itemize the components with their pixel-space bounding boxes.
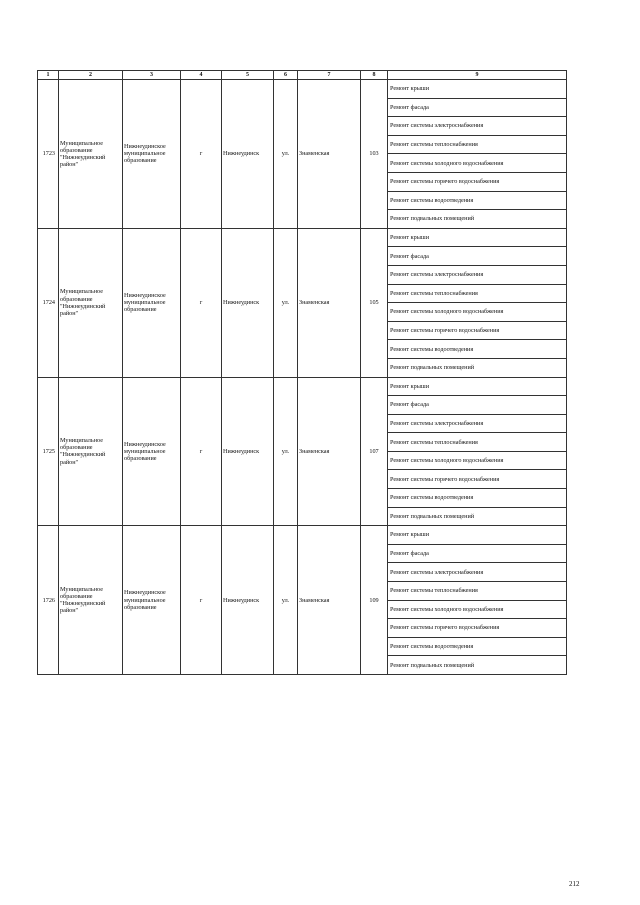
record-number: 1725 [38, 377, 59, 526]
column-header: 3 [123, 71, 181, 80]
repair-work-cell: Ремонт системы водоотведения [388, 489, 567, 508]
repair-work-cell: Ремонт фасада [388, 544, 567, 563]
repair-work-cell: Ремонт фасада [388, 396, 567, 415]
repair-work-cell: Ремонт системы теплоснабжения [388, 433, 567, 452]
street-cell: Знаменская [298, 228, 361, 377]
column-header: 1 [38, 71, 59, 80]
repair-work-cell: Ремонт системы горячего водоснабжения [388, 321, 567, 340]
record-number: 1726 [38, 526, 59, 675]
house-number-cell: 107 [361, 377, 388, 526]
repair-work-cell: Ремонт системы водоотведения [388, 191, 567, 210]
settlement-cell: Нижнеудинское муниципальное образование [123, 526, 181, 675]
settlement-cell: Нижнеудинское муниципальное образование [123, 377, 181, 526]
column-header: 5 [222, 71, 274, 80]
owner-cell: Муниципальное образование "Нижнеудинский район" [59, 80, 123, 229]
repair-work-cell: Ремонт системы холодного водоснабжения [388, 600, 567, 619]
street-cell: Знаменская [298, 80, 361, 229]
repair-work-cell: Ремонт фасада [388, 247, 567, 266]
repair-work-cell: Ремонт крыши [388, 377, 567, 396]
locality-cell: Нижнеудинск [222, 526, 274, 675]
owner-cell: Муниципальное образование "Нижнеудинский район" [59, 526, 123, 675]
repair-work-cell: Ремонт подвальных помещений [388, 358, 567, 377]
street-type-cell: ул. [274, 377, 298, 526]
locality-cell: Нижнеудинск [222, 228, 274, 377]
column-header: 7 [298, 71, 361, 80]
table-row [38, 526, 567, 545]
column-header: 9 [388, 71, 567, 80]
house-number-cell: 105 [361, 228, 388, 377]
owner-cell: Муниципальное образование "Нижнеудинский район" [59, 377, 123, 526]
repair-work-cell: Ремонт крыши [388, 526, 567, 545]
repair-work-cell: Ремонт системы горячего водоснабжения [388, 470, 567, 489]
street-type-cell: ул. [274, 526, 298, 675]
repair-work-cell: Ремонт крыши [388, 80, 567, 99]
repair-work-cell: Ремонт системы теплоснабжения [388, 135, 567, 154]
repair-work-cell: Ремонт системы водоотведения [388, 637, 567, 656]
repair-work-cell: Ремонт системы теплоснабжения [388, 582, 567, 601]
street-cell: Знаменская [298, 526, 361, 675]
table-row [38, 228, 567, 247]
repair-work-cell: Ремонт крыши [388, 228, 567, 247]
locality-type-cell: г [181, 526, 222, 675]
record-number: 1724 [38, 228, 59, 377]
street-type-cell: ул. [274, 228, 298, 377]
column-header: 8 [361, 71, 388, 80]
repair-work-cell: Ремонт системы электроснабжения [388, 414, 567, 433]
program-table [37, 70, 567, 675]
record-number: 1723 [38, 80, 59, 229]
repair-work-cell: Ремонт системы электроснабжения [388, 265, 567, 284]
repair-work-cell: Ремонт системы холодного водоснабжения [388, 154, 567, 173]
repair-work-cell: Ремонт подвальных помещений [388, 507, 567, 526]
house-number-cell: 103 [361, 80, 388, 229]
repair-work-cell: Ремонт подвальных помещений [388, 210, 567, 229]
repair-work-cell: Ремонт системы водоотведения [388, 340, 567, 359]
column-header: 6 [274, 71, 298, 80]
locality-type-cell: г [181, 228, 222, 377]
repair-work-cell: Ремонт системы горячего водоснабжения [388, 172, 567, 191]
header-row [38, 71, 567, 80]
repair-work-cell: Ремонт системы горячего водоснабжения [388, 619, 567, 638]
owner-cell: Муниципальное образование "Нижнеудинский район" [59, 228, 123, 377]
locality-type-cell: г [181, 377, 222, 526]
street-type-cell: ул. [274, 80, 298, 229]
locality-cell: Нижнеудинск [222, 377, 274, 526]
table-body [38, 80, 567, 675]
repair-work-cell: Ремонт системы холодного водоснабжения [388, 303, 567, 322]
settlement-cell: Нижнеудинское муниципальное образование [123, 228, 181, 377]
table-row [38, 80, 567, 99]
page-number: 212 [569, 880, 580, 888]
house-number-cell: 109 [361, 526, 388, 675]
street-cell: Знаменская [298, 377, 361, 526]
repair-work-cell: Ремонт фасада [388, 98, 567, 117]
locality-type-cell: г [181, 80, 222, 229]
repair-work-cell: Ремонт подвальных помещений [388, 656, 567, 675]
repair-work-cell: Ремонт системы электроснабжения [388, 563, 567, 582]
settlement-cell: Нижнеудинское муниципальное образование [123, 80, 181, 229]
column-header: 4 [181, 71, 222, 80]
repair-work-cell: Ремонт системы электроснабжения [388, 117, 567, 136]
repair-work-cell: Ремонт системы холодного водоснабжения [388, 451, 567, 470]
locality-cell: Нижнеудинск [222, 80, 274, 229]
table-row [38, 377, 567, 396]
column-header: 2 [59, 71, 123, 80]
repair-work-cell: Ремонт системы теплоснабжения [388, 284, 567, 303]
